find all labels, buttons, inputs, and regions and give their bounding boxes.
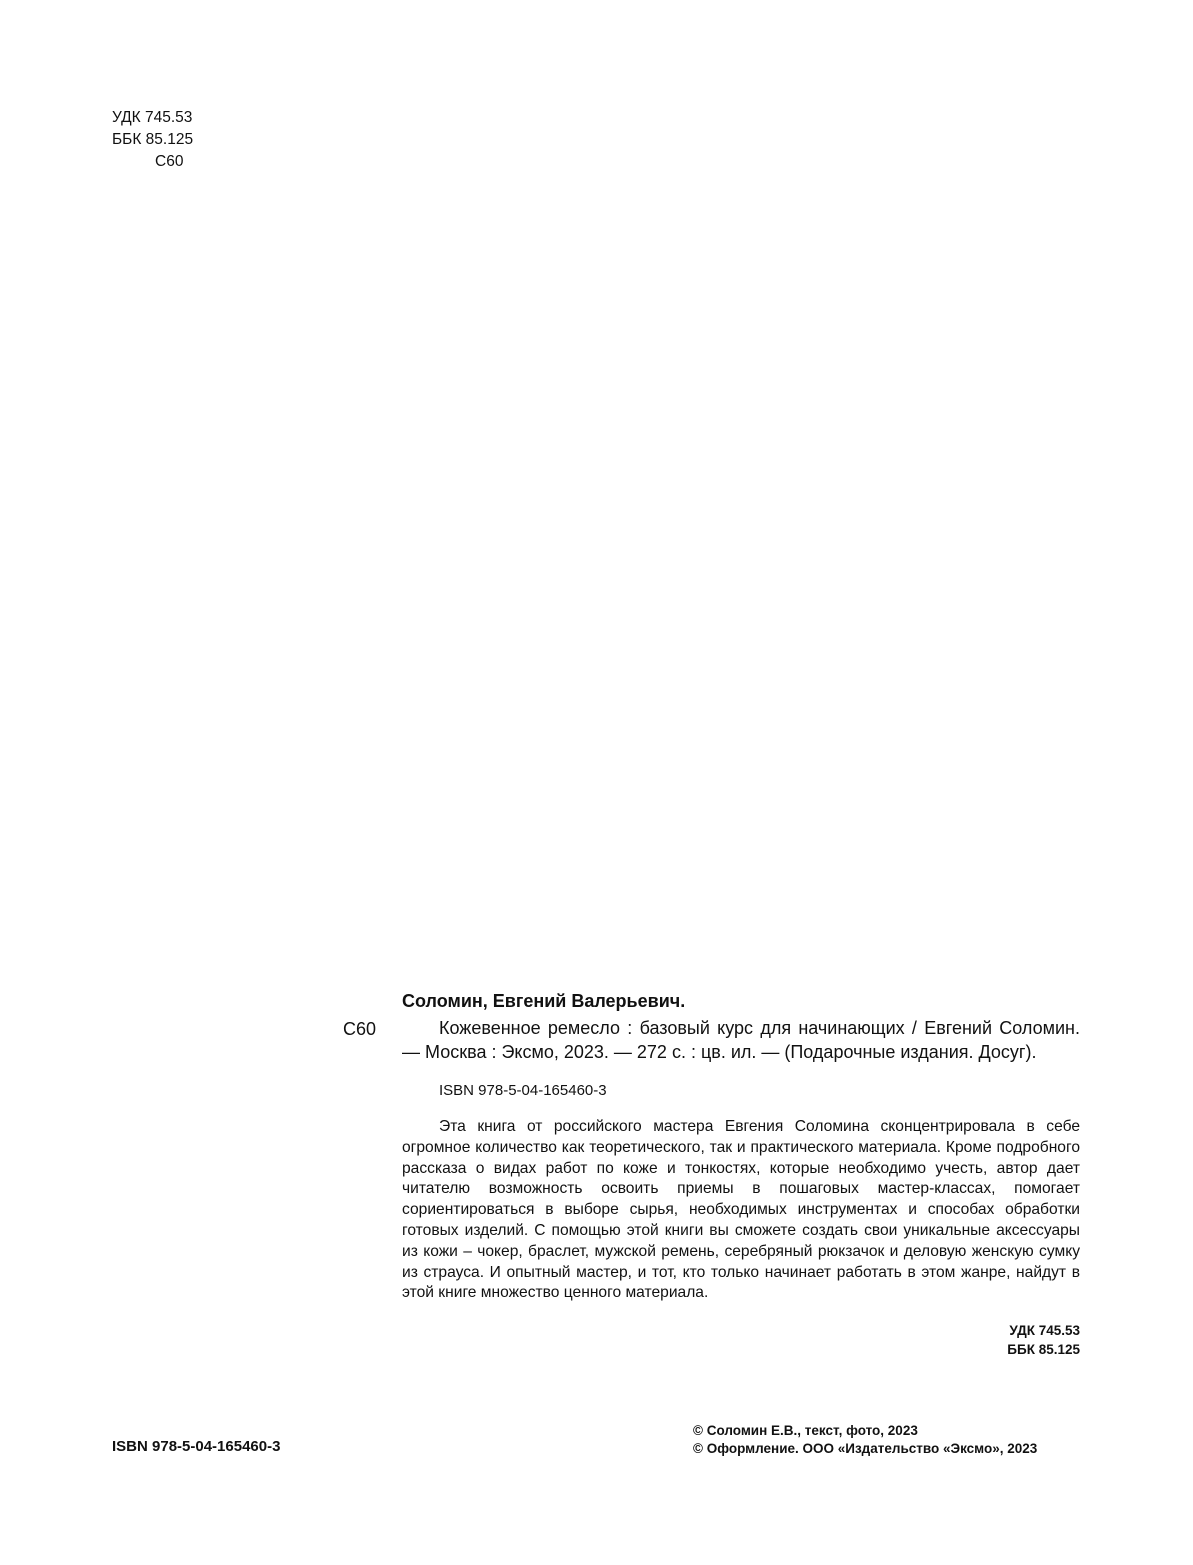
annotation: Эта книга от российского мастера Евгения Соломина сконцентрировала в себе огромное количество как теоретического, так и практического материала. Кроме подробного рассказа о видах работ по коже и тонкостях, которые необходимо учесть, автор дает читателю возможность освоить приемы в пошаговых мастер-классах, помогает сориентироваться в выборе сырья, необходимых инструментах и способах обработки готовых изделий. С помощью этой книги вы сможете создать свои уникальные аксессуары из кожи – чокер, браслет, мужской ремень, серебряный рюкзачок и деловую женскую сумку из страуса. И опытный мастер, и тот, кто только начинает работать в этом жанре, найдут в этой книге множество ценного материала. xyxy=(402,1118,1080,1302)
udk-code-bottom: УДК 745.53 xyxy=(1009,1323,1080,1339)
classification-codes-bottom xyxy=(402,1321,1080,1359)
copyright-design: © Оформление. ООО «Издательство «Эксмо», 2023 xyxy=(693,1441,1038,1456)
author-mark: С60 xyxy=(155,153,184,170)
copyright-text-photo: © Соломин Е.В., текст, фото, 2023 xyxy=(693,1423,918,1438)
bbk-code: ББК 85.125 xyxy=(112,131,194,148)
author-heading: Соломин, Евгений Валерьевич. xyxy=(402,991,686,1011)
udk-code: УДК 745.53 xyxy=(112,109,193,126)
bibliographic-description: Кожевенное ремесло : базовый курс для начинающих / Евгений Соломин. — Москва : Эксмо, 2023. — 272 с. : цв. ил. — (Подарочные издания. Досуг). xyxy=(402,1018,1080,1062)
record-isbn: ISBN 978-5-04-165460-3 xyxy=(439,1082,607,1099)
bibliographic-record xyxy=(402,989,1080,1359)
catalog-author-mark: С60 xyxy=(343,1019,377,1039)
copyright-block xyxy=(693,1422,1037,1458)
footer-isbn: ISBN 978-5-04-165460-3 xyxy=(112,1438,281,1455)
classification-codes-top xyxy=(112,107,193,173)
bbk-code-bottom: ББК 85.125 xyxy=(1007,1342,1080,1358)
